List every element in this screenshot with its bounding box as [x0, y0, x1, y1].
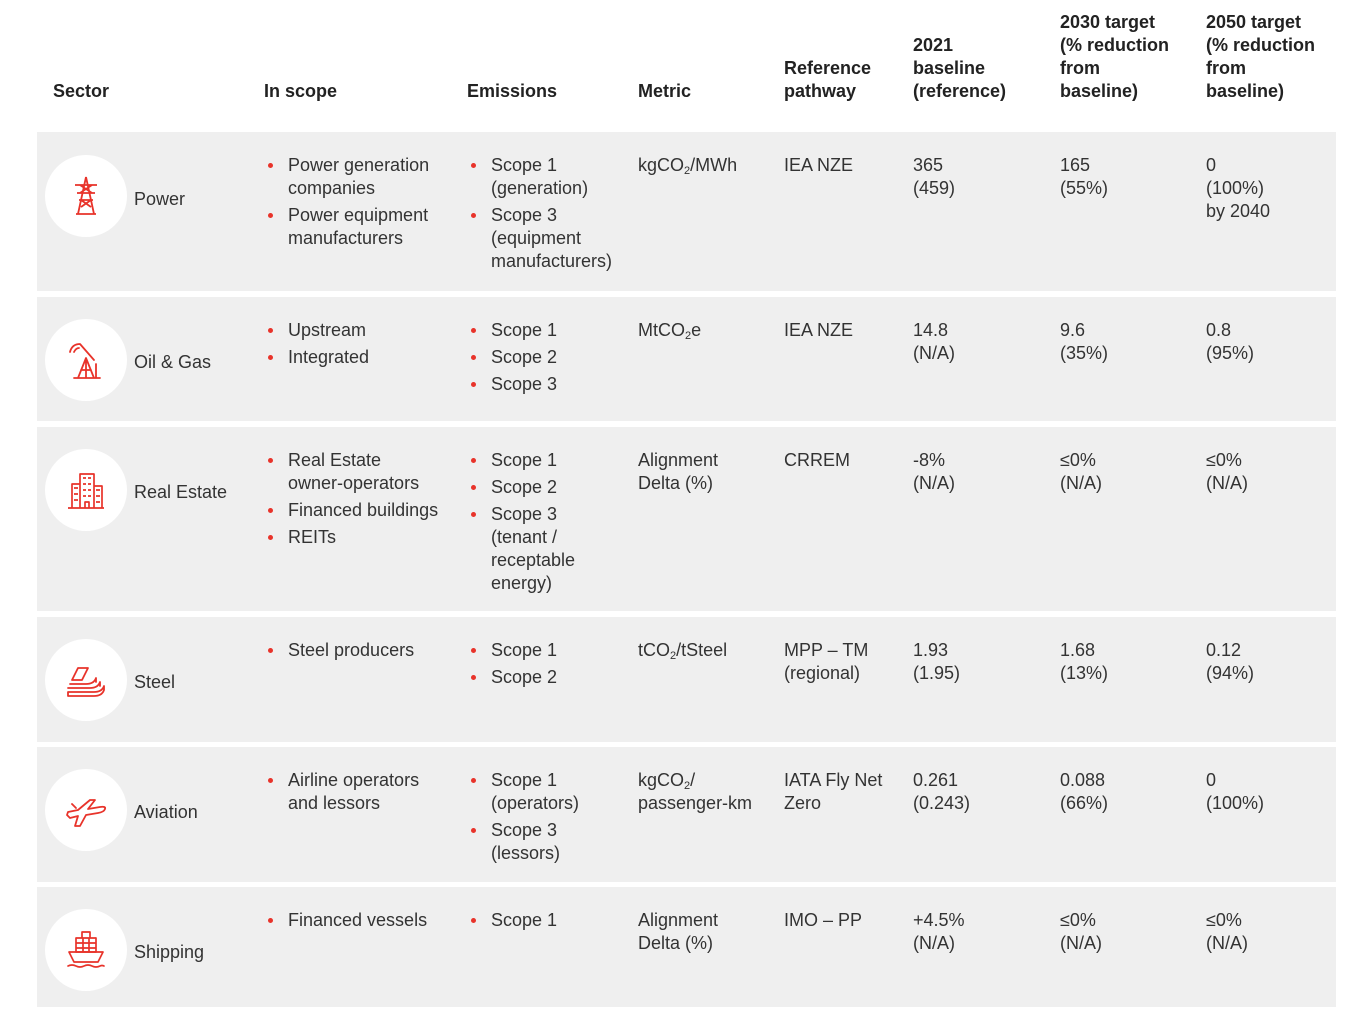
target-2030-cell: 1.68 (13%): [1060, 640, 1109, 683]
target-2030-cell: 9.6 (35%): [1060, 320, 1109, 363]
list-item: Scope 3: [467, 373, 557, 396]
table-row: [37, 617, 1336, 742]
in-scope-cell: [264, 449, 438, 553]
list-item: Scope 2: [467, 346, 557, 369]
table-row: [37, 887, 1336, 1007]
icon-badge: [45, 155, 127, 237]
pathway-cell: IATA Fly Net Zero: [784, 770, 883, 813]
table-row: [37, 747, 1336, 882]
list-item: REITs: [264, 526, 438, 549]
list-item: Scope 1 (generation): [467, 154, 612, 200]
list-item: Scope 1: [467, 449, 575, 472]
target-2050-cell: ≤0% (N/A): [1206, 450, 1248, 493]
sector-name: Power: [134, 189, 186, 209]
target-2030-cell: 0.088 (66%): [1060, 770, 1109, 813]
list-item: Scope 2: [467, 476, 575, 499]
list-item: Financed buildings: [264, 499, 438, 522]
pathway-cell: CRREM: [784, 450, 850, 470]
target-2030-cell: ≤0% (N/A): [1060, 910, 1102, 953]
list-item: Scope 1 (operators): [467, 769, 579, 815]
ship-icon: [64, 928, 108, 972]
baseline-cell: +4.5% (N/A): [913, 910, 965, 953]
table-row: [37, 132, 1336, 291]
steel-beams-icon: [64, 658, 108, 702]
baseline-cell: -8% (N/A): [913, 450, 955, 493]
in-scope-cell: [264, 639, 414, 666]
in-scope-cell: [264, 154, 429, 254]
icon-badge: [45, 909, 127, 991]
list-item: Scope 1: [467, 909, 557, 932]
sector-name: Steel: [134, 672, 176, 692]
header-target-2030: 2030 target (% reduction from baseline): [1060, 12, 1170, 101]
list-item: Airline operators and lessors: [264, 769, 419, 815]
emissions-cell: [467, 319, 557, 400]
list-item: Financed vessels: [264, 909, 427, 932]
table-row: [37, 427, 1336, 611]
target-2050-cell: 0.8 (95%): [1206, 320, 1255, 363]
target-2030-cell: 165 (55%): [1060, 155, 1109, 198]
list-item: Steel producers: [264, 639, 414, 662]
sector-name: Aviation: [134, 802, 198, 822]
oil-pump-icon: [64, 338, 108, 382]
baseline-cell: 14.8 (N/A): [913, 320, 955, 363]
icon-badge: [45, 449, 127, 531]
metric-cell: kgCO$_2$/MWh: [638, 155, 738, 177]
sector-name: Real Estate: [134, 482, 228, 502]
target-2050-cell: 0.12 (94%): [1206, 640, 1255, 683]
emissions-cell: [467, 639, 557, 693]
emissions-cell: [467, 154, 612, 277]
list-item: Scope 1: [467, 319, 557, 342]
list-item: Real Estate owner-operators: [264, 449, 438, 495]
sector-name: Shipping: [134, 942, 205, 962]
icon-badge: [45, 639, 127, 721]
emissions-cell: [467, 769, 579, 869]
baseline-cell: 1.93 (1.95): [913, 640, 961, 683]
pathway-cell: MPP – TM (regional): [784, 640, 869, 683]
target-2050-cell: 0 (100%): [1206, 770, 1265, 813]
in-scope-cell: [264, 319, 369, 373]
airplane-icon: [64, 788, 108, 832]
metric-cell: kgCO$_2$/ passenger-km: [638, 770, 753, 813]
metric-cell: tCO$_2$/tSteel: [638, 640, 728, 662]
metric-cell: MtCO$_2$e: [638, 320, 702, 342]
list-item: Upstream: [264, 319, 369, 342]
list-item: Scope 3 (equipment manufacturers): [467, 204, 612, 273]
header-metric: Metric: [638, 81, 692, 101]
list-item: Scope 3 (lessors): [467, 819, 579, 865]
list-item: Integrated: [264, 346, 369, 369]
baseline-cell: 365 (459): [913, 155, 956, 198]
in-scope-cell: [264, 769, 419, 819]
header-in-scope: In scope: [264, 81, 338, 101]
target-2050-cell: ≤0% (N/A): [1206, 910, 1248, 953]
header-baseline: 2021 baseline (reference): [913, 35, 1007, 101]
list-item: Scope 3 (tenant / receptable energy): [467, 503, 575, 595]
table-row: [37, 297, 1336, 421]
icon-badge: [45, 319, 127, 401]
list-item: Power generation companies: [264, 154, 429, 200]
icon-badge: [45, 769, 127, 851]
pathway-cell: IEA NZE: [784, 320, 854, 340]
list-item: Power equipment manufacturers: [264, 204, 429, 250]
building-icon: [64, 468, 108, 512]
list-item: Scope 2: [467, 666, 557, 689]
header-reference-pathway: Reference pathway: [784, 58, 872, 101]
header-target-2050: 2050 target (% reduction from baseline): [1206, 12, 1316, 101]
pathway-cell: IEA NZE: [784, 155, 854, 175]
in-scope-cell: [264, 909, 427, 936]
metric-cell: Alignment Delta (%): [638, 450, 719, 493]
power-pylon-icon: [64, 174, 108, 218]
emissions-cell: [467, 909, 557, 936]
emissions-cell: [467, 449, 575, 599]
list-item: Scope 1: [467, 639, 557, 662]
sector-name: Oil & Gas: [134, 352, 212, 372]
header-emissions: Emissions: [467, 81, 558, 101]
header-sector: Sector: [53, 81, 110, 101]
baseline-cell: 0.261 (0.243): [913, 770, 971, 813]
pathway-cell: IMO – PP: [784, 910, 863, 930]
metric-cell: Alignment Delta (%): [638, 910, 719, 953]
target-2050-cell: 0 (100%) by 2040: [1206, 155, 1271, 221]
target-2030-cell: ≤0% (N/A): [1060, 450, 1102, 493]
